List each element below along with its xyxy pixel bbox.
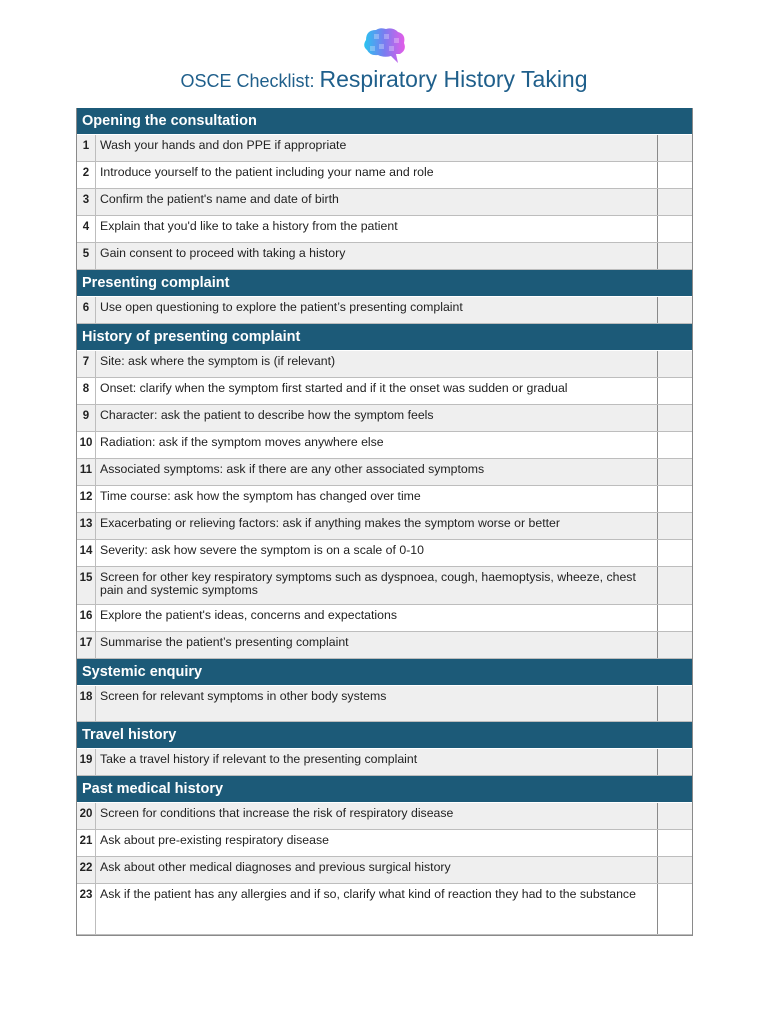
item-number: 23	[77, 884, 96, 934]
checkbox[interactable]	[657, 513, 692, 539]
checklist-row	[77, 632, 692, 659]
section-header: Presenting complaint	[77, 270, 692, 297]
item-number: 7	[77, 351, 96, 377]
checklist-row	[77, 686, 692, 722]
item-text: Explain that you'd like to take a history from the patient	[100, 219, 398, 233]
item-text: Screen for relevant symptoms in other body systems	[100, 689, 387, 703]
item-text: Explore the patient's ideas, concerns and expectations	[100, 608, 397, 622]
item-number: 6	[77, 297, 96, 323]
page-title	[0, 66, 768, 93]
item-text: Take a travel history if relevant to the presenting complaint	[100, 752, 418, 766]
checklist-row	[77, 162, 692, 189]
item-number: 21	[77, 830, 96, 856]
item-text: Screen for conditions that increase the risk of respiratory disease	[100, 806, 454, 820]
item-number: 1	[77, 135, 96, 161]
checklist-row	[77, 830, 692, 857]
checkbox[interactable]	[657, 749, 692, 775]
checklist-row	[77, 486, 692, 513]
checkbox[interactable]	[657, 459, 692, 485]
checkbox[interactable]	[657, 803, 692, 829]
item-number: 18	[77, 686, 96, 721]
item-number: 15	[77, 567, 96, 604]
item-text: Summarise the patient’s presenting complaint	[100, 635, 349, 649]
item-text: Screen for other key respiratory symptoms such as dyspnoea, cough, haemoptysis, wheeze, chest pain and systemic symptoms	[100, 570, 636, 597]
item-text: Radiation: ask if the symptom moves anywhere else	[100, 435, 384, 449]
item-number: 19	[77, 749, 96, 775]
checkbox[interactable]	[657, 632, 692, 658]
checklist-row	[77, 351, 692, 378]
item-number: 9	[77, 405, 96, 431]
checklist-row	[77, 216, 692, 243]
item-number: 2	[77, 162, 96, 188]
checkbox[interactable]	[657, 243, 692, 269]
section-header: Travel history	[77, 722, 692, 749]
item-text: Exacerbating or relieving factors: ask if anything makes the symptom worse or better	[100, 516, 560, 530]
checklist-row	[77, 243, 692, 270]
checklist-row	[77, 513, 692, 540]
item-number: 12	[77, 486, 96, 512]
item-number: 3	[77, 189, 96, 215]
checklist-row	[77, 297, 692, 324]
checkbox[interactable]	[657, 405, 692, 431]
checkbox[interactable]	[657, 830, 692, 856]
checkbox[interactable]	[657, 857, 692, 883]
section-header: Past medical history	[77, 776, 692, 803]
checklist-row	[77, 567, 692, 605]
checklist-row	[77, 857, 692, 884]
checklist-row	[77, 605, 692, 632]
item-text: Confirm the patient's name and date of birth	[100, 192, 339, 206]
item-number: 22	[77, 857, 96, 883]
checklist-row	[77, 803, 692, 830]
section-header: Opening the consultation	[77, 108, 692, 135]
item-number: 11	[77, 459, 96, 485]
checkbox[interactable]	[657, 297, 692, 323]
checklist-row	[77, 540, 692, 567]
section-header: History of presenting complaint	[77, 324, 692, 351]
item-text: Severity: ask how severe the symptom is on a scale of 0-10	[100, 543, 424, 557]
item-text: Gain consent to proceed with taking a history	[100, 246, 346, 260]
item-text: Ask about other medical diagnoses and previous surgical history	[100, 860, 451, 874]
section-header: Systemic enquiry	[77, 659, 692, 686]
item-text: Use open questioning to explore the patient’s presenting complaint	[100, 300, 463, 314]
checkbox[interactable]	[657, 351, 692, 377]
checklist-row	[77, 378, 692, 405]
checklist-table	[76, 108, 693, 936]
checkbox[interactable]	[657, 567, 692, 604]
checkbox[interactable]	[657, 486, 692, 512]
checkbox[interactable]	[657, 216, 692, 242]
checklist-row	[77, 884, 692, 935]
checklist-row	[77, 459, 692, 486]
item-text: Ask about pre-existing respiratory disease	[100, 833, 329, 847]
title-main: Respiratory History Taking	[319, 66, 588, 92]
item-text: Ask if the patient has any allergies and if so, clarify what kind of reaction they had to the substance	[100, 887, 636, 901]
brain-icon	[360, 26, 408, 66]
checkbox[interactable]	[657, 605, 692, 631]
checkbox[interactable]	[657, 378, 692, 404]
item-number: 20	[77, 803, 96, 829]
item-text: Associated symptoms: ask if there are any other associated symptoms	[100, 462, 485, 476]
checklist-row	[77, 135, 692, 162]
checkbox[interactable]	[657, 135, 692, 161]
item-text: Character: ask the patient to describe how the symptom feels	[100, 408, 434, 422]
item-number: 5	[77, 243, 96, 269]
checkbox[interactable]	[657, 884, 692, 934]
item-number: 17	[77, 632, 96, 658]
checkbox[interactable]	[657, 686, 692, 721]
item-text: Onset: clarify when the symptom first started and if it the onset was sudden or gradual	[100, 381, 568, 395]
checklist-row	[77, 432, 692, 459]
item-number: 10	[77, 432, 96, 458]
checklist-row	[77, 405, 692, 432]
checklist-row	[77, 189, 692, 216]
item-number: 8	[77, 378, 96, 404]
item-text: Wash your hands and don PPE if appropriate	[100, 138, 347, 152]
checkbox[interactable]	[657, 432, 692, 458]
item-text: Site: ask where the symptom is (if relevant)	[100, 354, 336, 368]
item-number: 14	[77, 540, 96, 566]
checkbox[interactable]	[657, 540, 692, 566]
title-prefix: OSCE Checklist:	[180, 71, 320, 91]
item-number: 16	[77, 605, 96, 631]
checkbox[interactable]	[657, 162, 692, 188]
checklist-row	[77, 749, 692, 776]
item-number: 13	[77, 513, 96, 539]
item-number: 4	[77, 216, 96, 242]
item-text: Time course: ask how the symptom has changed over time	[100, 489, 421, 503]
item-text: Introduce yourself to the patient including your name and role	[100, 165, 434, 179]
checkbox[interactable]	[657, 189, 692, 215]
